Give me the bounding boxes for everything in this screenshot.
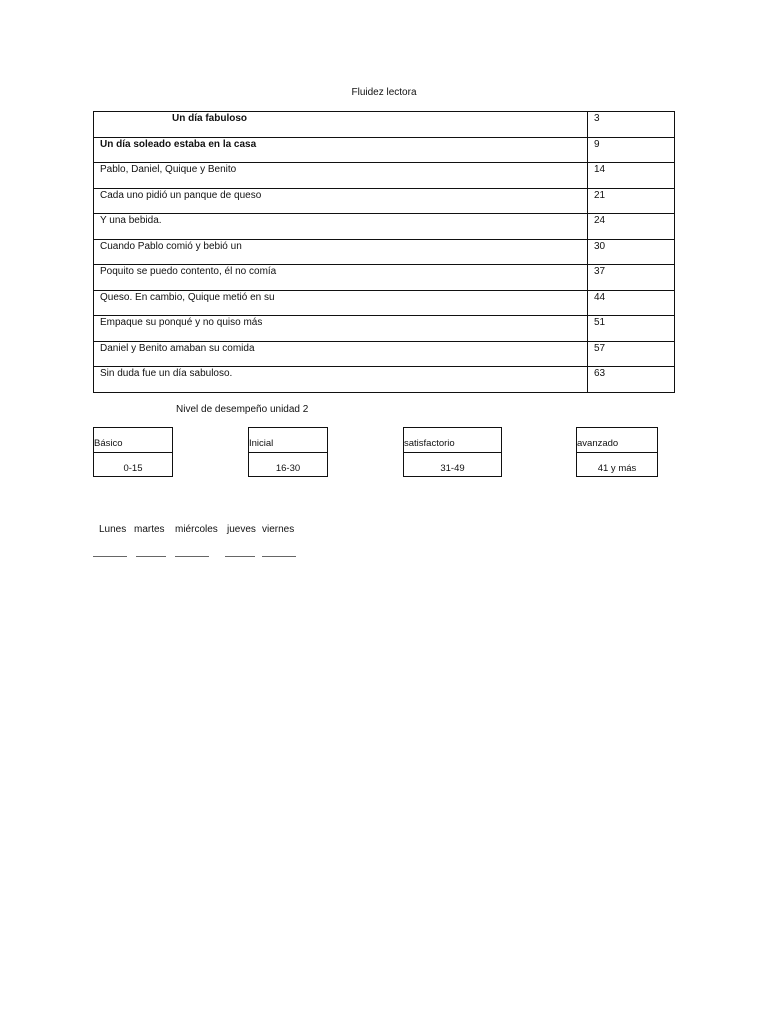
level-name: Inicial <box>249 428 327 453</box>
day-label: Lunes <box>99 524 127 535</box>
day-label: jueves <box>227 524 256 535</box>
row-text: Cuando Pablo comió y bebió un <box>94 239 588 265</box>
row-text: Un día soleado estaba en la casa <box>94 137 588 163</box>
level-range: 16-30 <box>275 463 301 474</box>
level-name: Básico <box>94 428 172 453</box>
table-row <box>94 188 675 214</box>
row-text: Cada uno pidió un panque de queso <box>94 188 588 214</box>
row-text: Queso. En cambio, Quique metió en su <box>94 290 588 316</box>
blank-line <box>136 556 166 557</box>
day-label: viernes <box>262 524 295 535</box>
row-text: Pablo, Daniel, Quique y Benito <box>94 163 588 189</box>
row-text: Y una bebida. <box>94 214 588 240</box>
table-row <box>94 316 675 342</box>
blank-line <box>225 556 255 557</box>
row-word-count: 63 <box>588 367 675 393</box>
level-range: 41 y más <box>597 463 637 474</box>
level-name: satisfactorio <box>404 428 501 453</box>
blank-line <box>175 556 209 557</box>
table-row <box>94 163 675 189</box>
level-basico-box <box>93 427 173 477</box>
level-range: 31-49 <box>440 463 465 474</box>
level-range: 0-15 <box>123 463 143 474</box>
level-name: avanzado <box>577 428 657 453</box>
row-text: Sin duda fue un día sabuloso. <box>94 367 588 393</box>
table-row <box>94 239 675 265</box>
day-label: miércoles <box>175 524 218 535</box>
row-word-count: 57 <box>588 341 675 367</box>
performance-levels-title: Nivel de desempeño unidad 2 <box>176 404 309 415</box>
row-text: Poquito se puedo contento, él no comía <box>94 265 588 291</box>
reading-fluency-table <box>93 111 675 393</box>
table-row <box>94 112 675 138</box>
blank-line <box>93 556 127 557</box>
table-row <box>94 214 675 240</box>
row-word-count: 44 <box>588 290 675 316</box>
level-satisfactorio-box <box>403 427 502 477</box>
row-text: Empaque su ponqué y no quiso más <box>94 316 588 342</box>
row-text: Un día fabuloso <box>94 112 588 138</box>
day-label: martes <box>134 524 165 535</box>
table-row <box>94 341 675 367</box>
row-text: Daniel y Benito amaban su comida <box>94 341 588 367</box>
row-word-count: 24 <box>588 214 675 240</box>
document-title: Fluidez lectora <box>351 87 417 98</box>
row-word-count: 30 <box>588 239 675 265</box>
level-avanzado-box <box>576 427 658 477</box>
table-row <box>94 137 675 163</box>
level-inicial-box <box>248 427 328 477</box>
row-word-count: 9 <box>588 137 675 163</box>
row-word-count: 51 <box>588 316 675 342</box>
row-word-count: 14 <box>588 163 675 189</box>
blank-line <box>262 556 296 557</box>
row-word-count: 3 <box>588 112 675 138</box>
row-word-count: 21 <box>588 188 675 214</box>
table-row <box>94 265 675 291</box>
table-row <box>94 367 675 393</box>
row-word-count: 37 <box>588 265 675 291</box>
table-row <box>94 290 675 316</box>
